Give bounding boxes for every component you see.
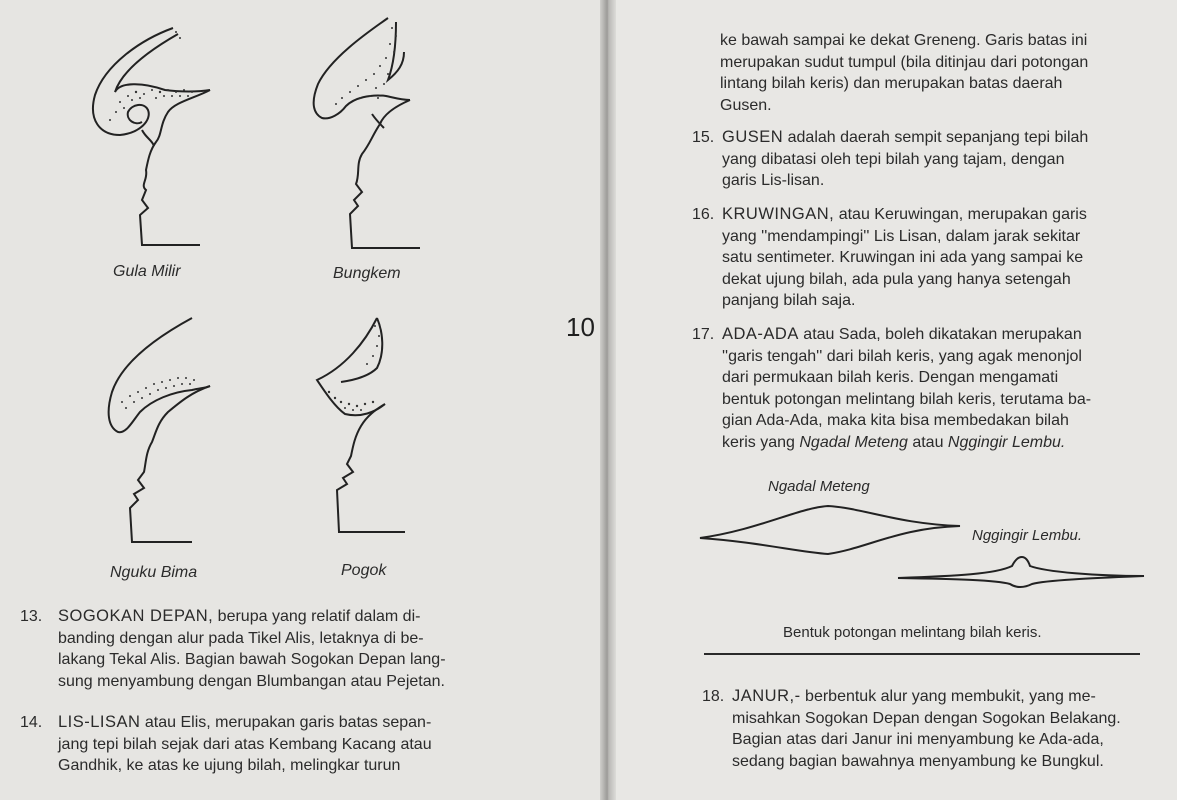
caption-pogok: Pogok (341, 562, 387, 579)
item-14-continuation: ke bawah sampai ke dekat Greneng. Garis batas ini merupakan sudut tumpul (bila ditinjau dari potongan lintang bilah keris) dan merupakan batas daerah Gusen. (720, 32, 1089, 114)
item-15: 15. GUSEN adalah daerah sempit sepanjang tepi bilah yang dibatasi oleh tepi bilah yang tajam, dengan garis Lis-lisan. (692, 128, 1089, 189)
item-17: 17. ADA-ADA atau Sada, boleh dikatakan merupakan ''garis tengah'' dari bilah keris, yang agak menonjol dari permukaan bilah keris. Dengan mengamati bentuk potongan melintang bilah keris, terutama ba- gian Ada-Ada, maka kita bisa membedakan bilah keris yang Ngadal Meteng atau Nggingir Lembu. (692, 325, 1092, 451)
term-nggingir-lembu: Nggingir Lembu. (947, 433, 1066, 451)
item-18-number: 18. (702, 688, 725, 705)
cross-section-caption: Bentuk potongan melintang bilah keris. (783, 624, 1042, 641)
item-16-term: KRUWINGAN, (722, 205, 835, 223)
item-14-term: LIS-LISAN (58, 713, 141, 731)
item-14: 14. LIS-LISAN atau Elis, merupakan garis batas sepan- jang tepi bilah sejak dari atas Kembang Kacang atau Gandhik, ke atas ke ujung bilah, melingkar turun (20, 713, 432, 774)
item-13: 13. SOGOKAN DEPAN, berupa yang relatif dalam di- banding dengan alur pada Tikel Alis, letaknya di be- lakang Tekal Alis. Bagian bawah Sogokan Depan lang- sung menyambung dengan Blumbangan atau Pejetan. (20, 607, 446, 690)
nguku-bima-drawing (92, 312, 242, 562)
bungkem-drawing (300, 14, 450, 254)
item-14-number: 14. (20, 714, 43, 731)
item-16: 16. KRUWINGAN, atau Keruwingan, merupakan garis yang ''mendampingi'' Lis Lisan, dalam jarak sekitar satu sentimeter. Kruwingan ini ada yang sampai ke dekat ujung bilah, ada pula yang hanya setengah panjang bilah saja. (692, 205, 1087, 309)
item-18: 18. JANUR,- berbentuk alur yang membukit, yang me- misahkan Sogokan Depan dengan Sogokan Belakang. Bagian atas dari Janur ini menyambung ke Ada-ada, sedang bagian bawahnya menyambung ke Bungkul. (702, 687, 1121, 770)
item-13-term: SOGOKAN DEPAN, (58, 607, 214, 625)
label-ngadal-meteng: Ngadal Meteng (768, 478, 870, 495)
item-15-term: GUSEN (722, 128, 784, 146)
label-nggingir-lembu: Nggingir Lembu. (972, 527, 1083, 544)
page-number: 10 (566, 312, 595, 342)
section-divider (704, 653, 1140, 655)
caption-nguku-bima: Nguku Bima (110, 564, 198, 581)
nggingir-lembu-shape (896, 548, 1146, 588)
item-18-term: JANUR,- (732, 687, 801, 705)
item-13-number: 13. (20, 608, 43, 625)
item-16-number: 16. (692, 206, 715, 223)
term-ngadal-meteng: Ngadal Meteng (799, 433, 908, 451)
gula-milir-drawing (80, 20, 230, 260)
cross-section-nggingir-lembu (896, 548, 1146, 588)
item-15-number: 15. (692, 129, 715, 146)
caption-bungkem: Bungkem (333, 265, 401, 282)
caption-gula-milir: Gula Milir (113, 263, 181, 280)
book-gutter (600, 0, 616, 800)
figure-nguku-bima (92, 312, 242, 562)
item-17-number: 17. (692, 326, 715, 343)
figure-bungkem (300, 14, 450, 254)
figure-pogok (305, 312, 455, 562)
item-17-term: ADA-ADA (722, 325, 799, 343)
pogok-drawing (305, 312, 455, 562)
figure-gula-milir (80, 20, 230, 260)
